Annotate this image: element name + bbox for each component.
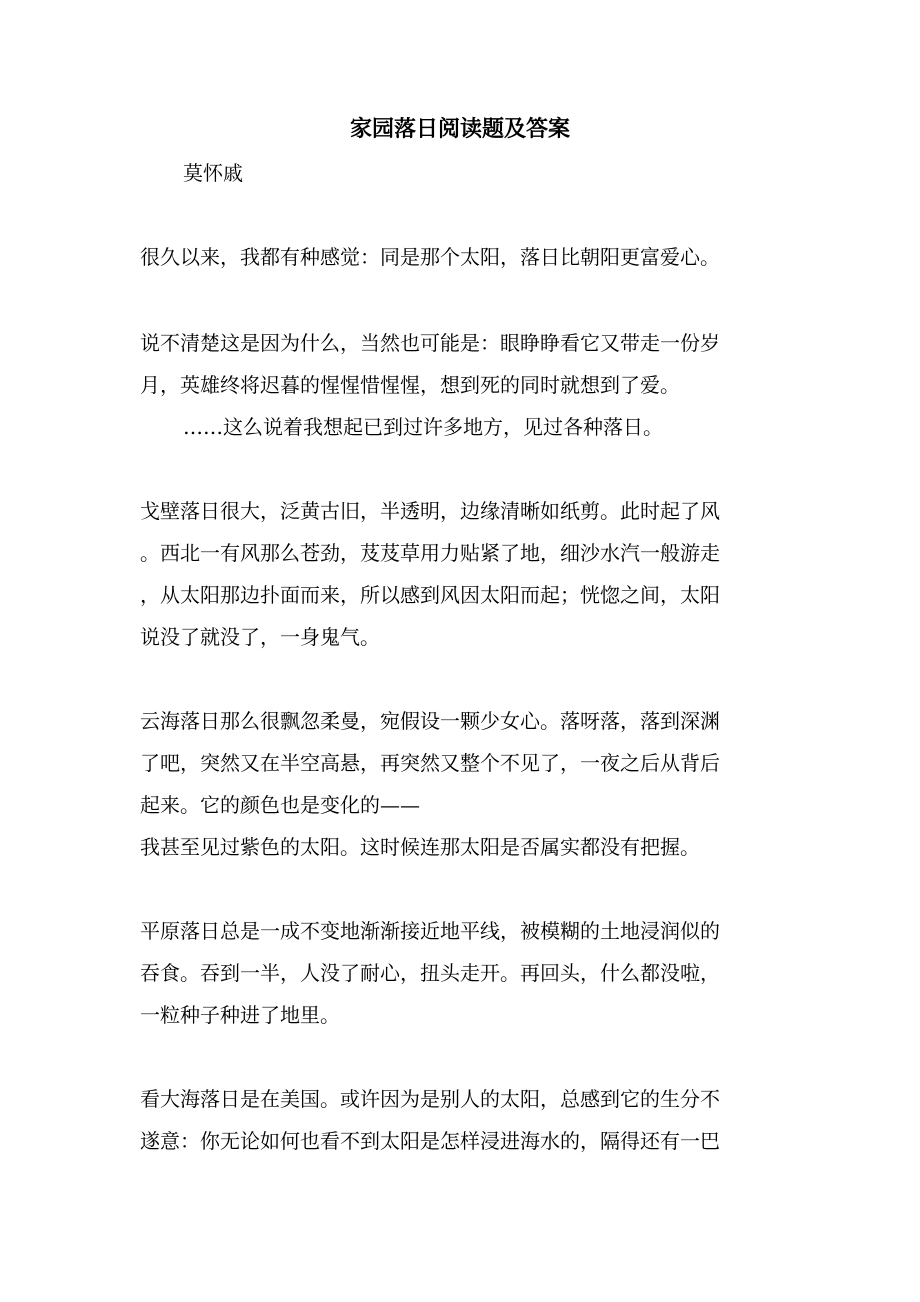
- text-line: ……这么说着我想起已到过许多地方，见过各种落日。: [183, 415, 663, 439]
- text-line: 平原落日总是一成不变地渐渐接近地平线，被模糊的土地浸润似的: [140, 919, 720, 943]
- text-line: 看大海落日是在美国。或许因为是别人的太阳，总感到它的生分不: [140, 1087, 720, 1111]
- text-line: 起来。它的颜色也是变化的——: [140, 793, 420, 817]
- text-line: 云海落日那么很飘忽柔曼，宛假设一颗少女心。落呀落，落到深渊: [140, 709, 720, 733]
- text-line: 说不清楚这是因为什么，当然也可能是：眼睁睁看它又带走一份岁: [140, 331, 720, 355]
- text-line: ，从太阳那边扑面而来，所以感到风因太阳而起；恍惚之间，太阳: [140, 583, 720, 607]
- document-author: 莫怀戚: [183, 161, 243, 185]
- text-line: 。西北一有风那么苍劲，芨芨草用力贴紧了地，细沙水汽一般游走: [140, 541, 720, 565]
- text-line: 月，英雄终将迟暮的惺惺惜惺惺，想到死的同时就想到了爱。: [140, 373, 680, 397]
- text-line: 很久以来，我都有种感觉：同是那个太阳，落日比朝阳更富爱心。: [140, 245, 720, 269]
- text-line: 遂意：你无论如何也看不到太阳是怎样浸进海水的，隔得还有一巴: [140, 1129, 720, 1153]
- text-line: 一粒种子种进了地里。: [140, 1003, 340, 1027]
- text-line: 戈壁落日很大，泛黄古旧，半透明，边缘清晰如纸剪。此时起了风: [140, 499, 720, 523]
- document-title: 家园落日阅读题及答案: [349, 116, 570, 142]
- text-line: 吞食。吞到一半，人没了耐心，扭头走开。再回头，什么都没啦，: [140, 961, 720, 985]
- text-line: 了吧，突然又在半空高悬，再突然又整个不见了，一夜之后从背后: [140, 751, 720, 775]
- text-line: 说没了就没了，一身鬼气。: [140, 625, 380, 649]
- text-line: 我甚至见过紫色的太阳。这时候连那太阳是否属实都没有把握。: [140, 835, 700, 859]
